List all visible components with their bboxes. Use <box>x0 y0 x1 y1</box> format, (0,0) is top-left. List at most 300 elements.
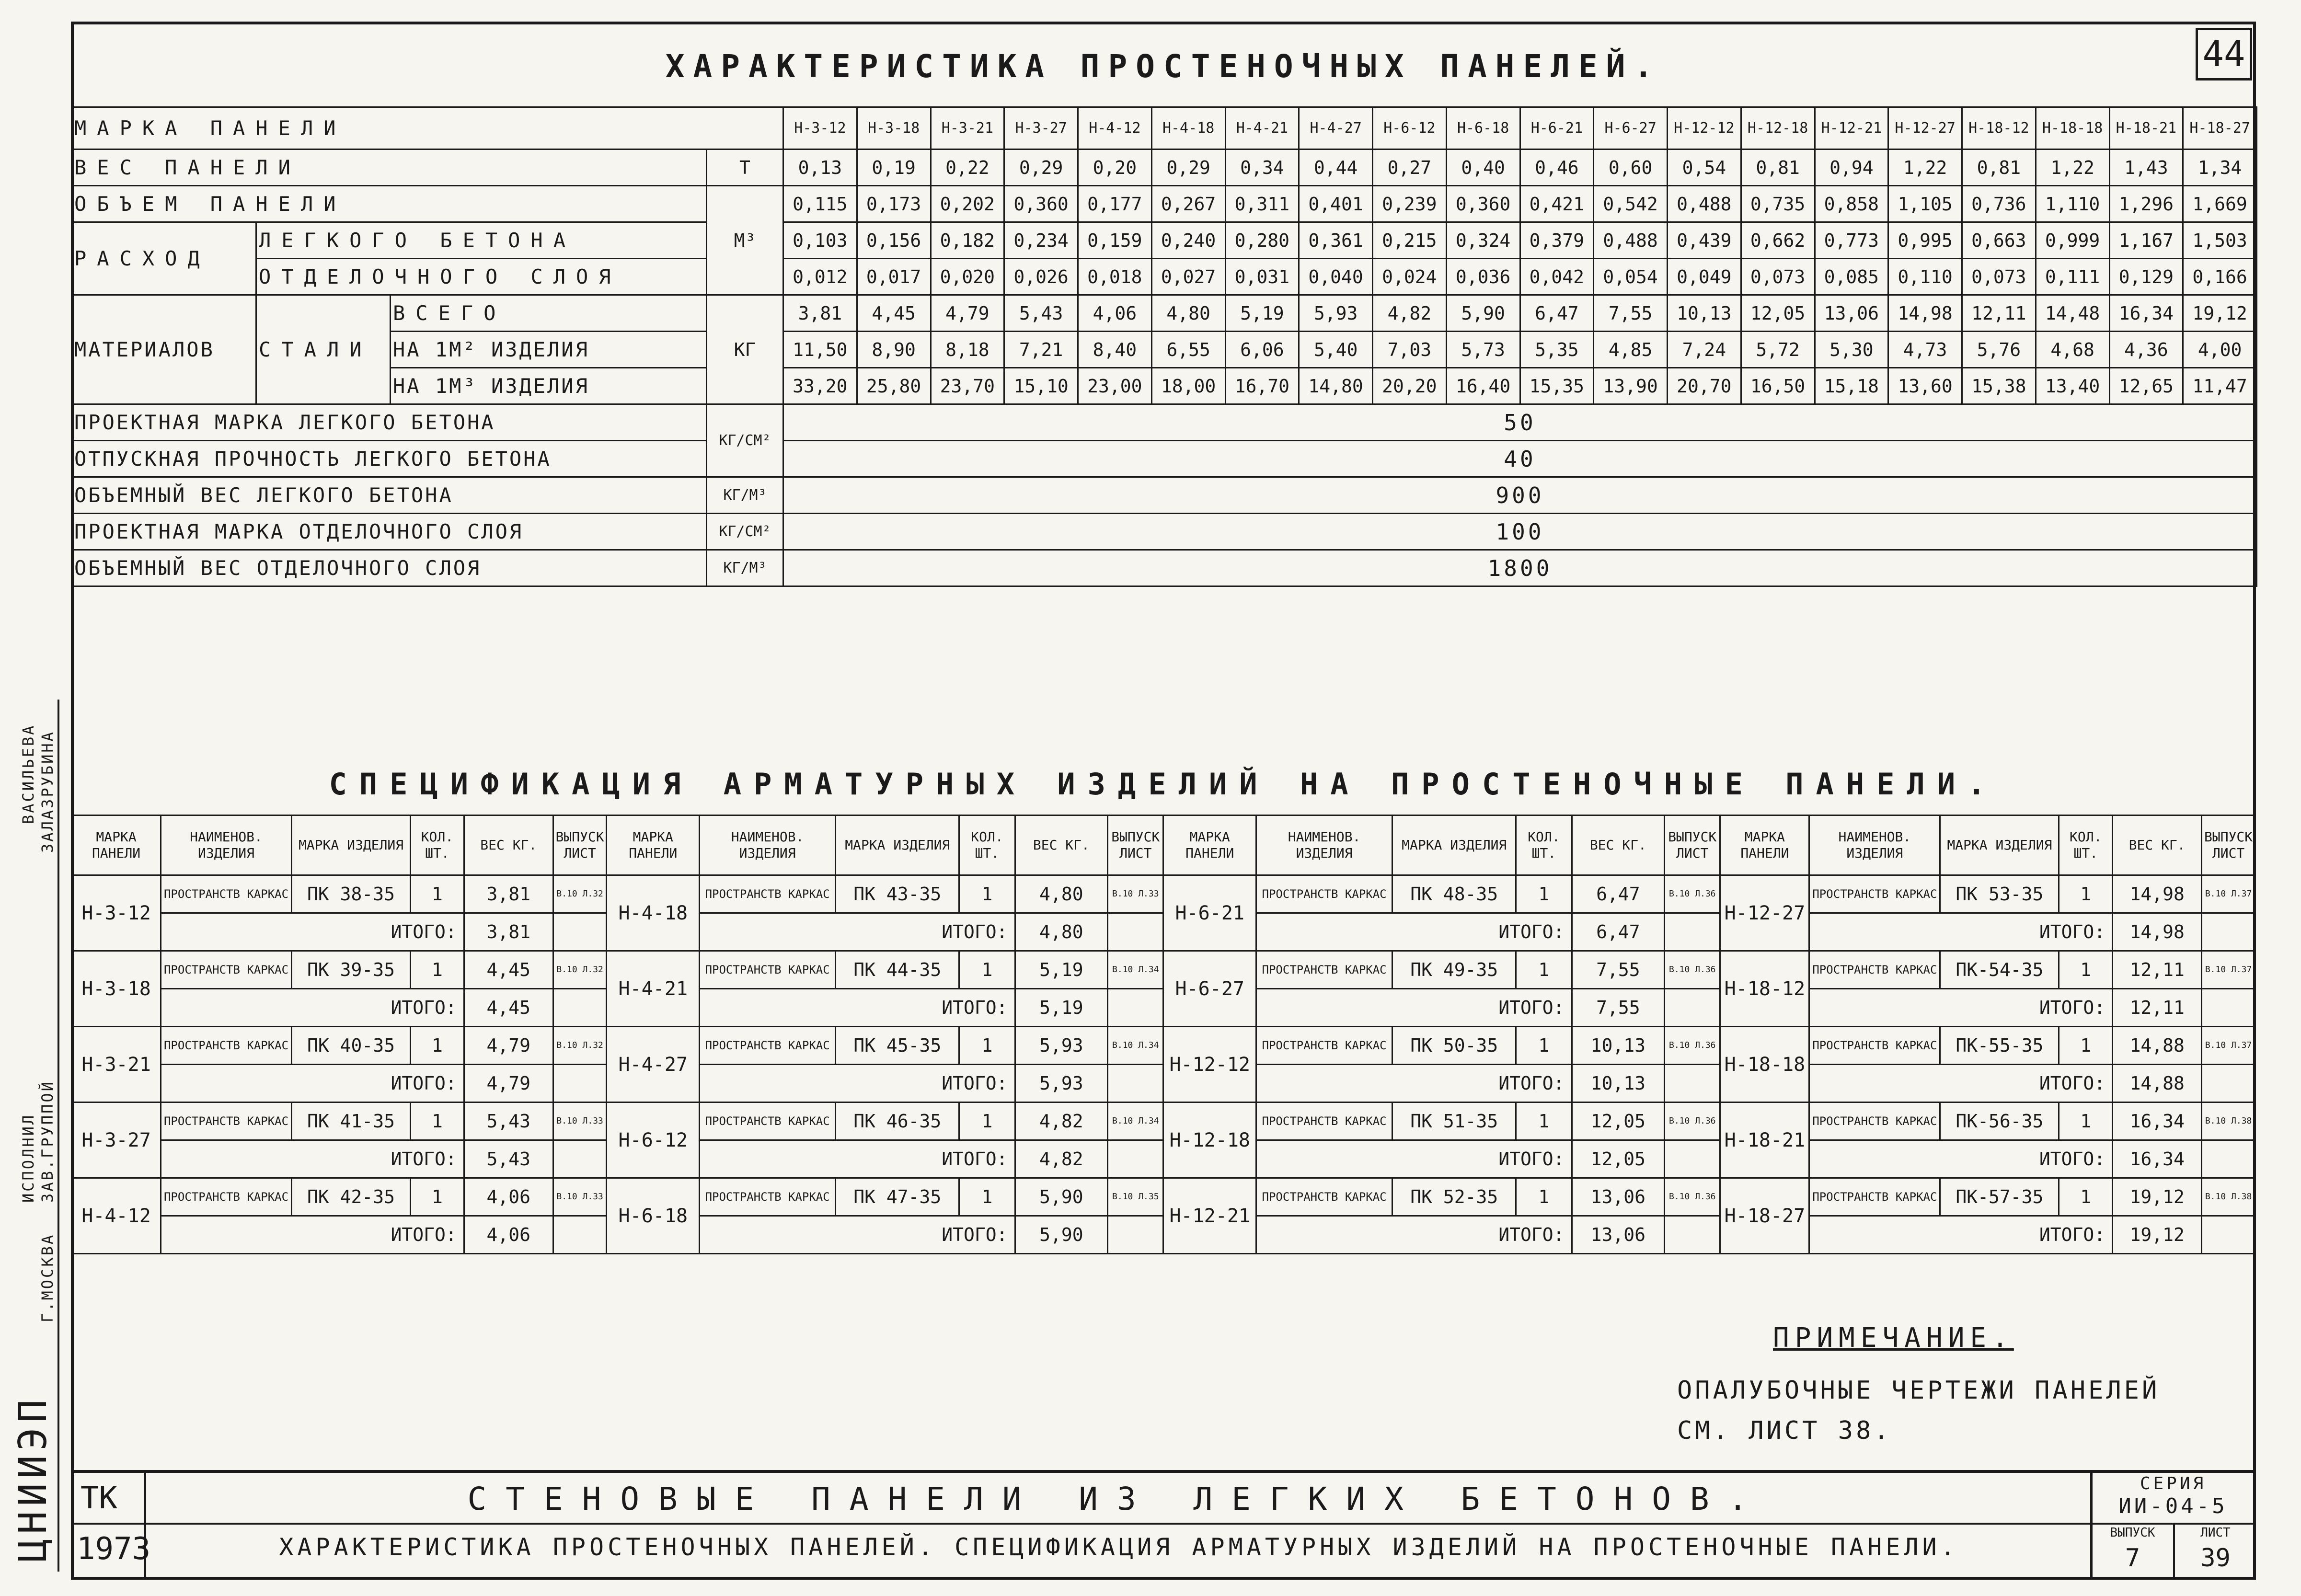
spec-item-qty: 1 <box>1516 1178 1572 1216</box>
spec-item-weight: 5,43 <box>464 1102 553 1140</box>
light-concrete-value: 0,663 <box>1962 222 2036 259</box>
stamp-year: 1973 <box>77 1531 151 1567</box>
light-concrete-value: 0,488 <box>1594 222 1668 259</box>
spec-item-weight: 4,82 <box>1015 1102 1108 1140</box>
table-row <box>72 149 2257 186</box>
weight-value: 0,46 <box>1520 149 1594 186</box>
spec-total-label: ИТОГО: <box>161 989 464 1027</box>
spec-header-cell: ВЫПУСК ЛИСТ <box>2202 815 2255 875</box>
light-concrete-value: 0,999 <box>2036 222 2109 259</box>
spec-item-weight: 4,79 <box>464 1027 553 1065</box>
weight-value: 0,34 <box>1225 149 1299 186</box>
table-row <box>72 875 2255 913</box>
spec-total-empty <box>1665 1216 1720 1254</box>
steel-per-m3-value: 13,40 <box>2036 368 2109 404</box>
spec-total-label: ИТОГО: <box>1256 913 1572 951</box>
spec-item-name: ПРОСТРАНСТВ КАРКАС <box>700 1027 836 1065</box>
spec-item-weight: 4,06 <box>464 1178 553 1216</box>
steel-per-m2-value: 7,24 <box>1668 332 1741 368</box>
steel-total-value: 5,19 <box>1225 295 1299 332</box>
spec-item-qty: 1 <box>2059 1178 2113 1216</box>
steel-total-value: 12,11 <box>1962 295 2036 332</box>
finish-layer-value: 0,110 <box>1888 259 1962 295</box>
spec-panel-mark: Н-12-18 <box>1163 1102 1256 1178</box>
spec-item-mark: ПК-57-35 <box>1940 1178 2059 1216</box>
volume-value: 0,488 <box>1668 186 1741 222</box>
panel-mark-cell: Н-3-18 <box>857 107 931 149</box>
panel-mark-cell: Н-4-27 <box>1299 107 1373 149</box>
spec-header-cell: МАРКА ПАНЕЛИ <box>1720 815 1809 875</box>
table-row <box>72 586 2257 716</box>
panel-mark-cell: Н-6-21 <box>1520 107 1594 149</box>
light-concrete-label: ЛЕГКОГО БЕТОНА <box>256 222 707 259</box>
spec-item-mark: ПК 42-35 <box>291 1178 410 1216</box>
spec-item-qty: 1 <box>959 1178 1015 1216</box>
spec-header-cell: НАИМЕНОВ. ИЗДЕЛИЯ <box>700 815 836 875</box>
finish-layer-value: 0,049 <box>1668 259 1741 295</box>
spec-item-name: ПРОСТРАНСТВ КАРКАС <box>161 951 292 989</box>
spec-total-value: 7,55 <box>1572 989 1665 1027</box>
spec-item-qty: 1 <box>2059 1027 2113 1065</box>
spec-item-sheet: В.10 Л.36 <box>1665 951 1720 989</box>
side-stamp-border <box>58 700 59 1572</box>
panel-mark-header: МАРКА ПАНЕЛИ <box>72 107 783 149</box>
finish-layer-value: 0,012 <box>783 259 857 295</box>
steel-total-value: 14,98 <box>1888 295 1962 332</box>
spec-item-name: ПРОСТРАНСТВ КАРКАС <box>700 875 836 913</box>
spec-item-weight: 5,93 <box>1015 1027 1108 1065</box>
spec-item-qty: 1 <box>1516 1102 1572 1140</box>
panel-mark-cell: Н-3-12 <box>783 107 857 149</box>
steel-total-value: 5,93 <box>1299 295 1373 332</box>
spec-total-empty <box>1665 1065 1720 1102</box>
spec-item-qty: 1 <box>411 1178 464 1216</box>
spec-item-sheet: В.10 Л.32 <box>553 875 607 913</box>
volume-value: 1,105 <box>1888 186 1962 222</box>
steel-label: СТАЛИ <box>256 295 391 404</box>
weight-value: 0,19 <box>857 149 931 186</box>
spec-item-sheet: В.10 Л.36 <box>1665 1102 1720 1140</box>
spec-header-cell: ВЕС КГ. <box>1015 815 1108 875</box>
spec-total-value: 4,82 <box>1015 1140 1108 1178</box>
steel-per-m2-value: 4,85 <box>1594 332 1668 368</box>
spec-item-qty: 1 <box>959 1102 1015 1140</box>
finish-layer-value: 0,073 <box>1741 259 1815 295</box>
property-value: 40 <box>783 441 2257 477</box>
spec-item-weight: 13,06 <box>1572 1178 1665 1216</box>
stamp-sheet-label: ЛИСТ <box>2200 1526 2231 1540</box>
spec-header-cell: КОЛ. ШТ. <box>2059 815 2113 875</box>
panel-characteristics-table <box>71 106 2257 716</box>
volume-value: 0,173 <box>857 186 931 222</box>
spec-total-label: ИТОГО: <box>700 1140 1015 1178</box>
steel-total-value: 12,05 <box>1741 295 1815 332</box>
table-row <box>72 477 2257 514</box>
spec-item-mark: ПК 41-35 <box>291 1102 410 1140</box>
spec-item-sheet: В.10 Л.33 <box>553 1102 607 1140</box>
stamp-series-value: ИИ-04-5 <box>2118 1494 2228 1518</box>
spec-header-cell: МАРКА ПАНЕЛИ <box>607 815 700 875</box>
light-concrete-value: 0,439 <box>1668 222 1741 259</box>
spec-panel-mark: Н-18-27 <box>1720 1178 1809 1254</box>
volume-value: 0,360 <box>1446 186 1520 222</box>
spec-item-weight: 4,45 <box>464 951 553 989</box>
panel-mark-cell: Н-6-18 <box>1446 107 1520 149</box>
weight-value: 0,40 <box>1446 149 1520 186</box>
steel-per-m2-value: 5,40 <box>1299 332 1373 368</box>
consumption-label: РАСХОД <box>72 222 256 295</box>
spec-item-name: ПРОСТРАНСТВ КАРКАС <box>1256 1102 1392 1140</box>
spec-total-empty <box>1665 1140 1720 1178</box>
spec-header-cell: НАИМЕНОВ. ИЗДЕЛИЯ <box>1809 815 1940 875</box>
steel-total-label: ВСЕГО <box>391 295 707 332</box>
spec-item-sheet: В.10 Л.37 <box>2202 875 2255 913</box>
stamp-sheet-value: 39 <box>2200 1544 2231 1573</box>
spec-total-label: ИТОГО: <box>161 1065 464 1102</box>
unit-kg: КГ <box>707 295 783 404</box>
side-org: ЦНИИЭП <box>11 1395 55 1562</box>
steel-per-m2-value: 4,36 <box>2109 332 2183 368</box>
panel-mark-cell: Н-12-18 <box>1741 107 1815 149</box>
spec-total-empty <box>2202 1065 2255 1102</box>
spec-total-label: ИТОГО: <box>1809 1216 2113 1254</box>
spec-total-value: 4,45 <box>464 989 553 1027</box>
spec-item-weight: 19,12 <box>2113 1178 2202 1216</box>
panel-mark-cell: Н-4-12 <box>1078 107 1152 149</box>
steel-per-m3-value: 16,40 <box>1446 368 1520 404</box>
panel-mark-cell: Н-6-27 <box>1594 107 1668 149</box>
steel-per-m3-value: 33,20 <box>783 368 857 404</box>
steel-per-m3-value: 11,47 <box>2183 368 2257 404</box>
page-number: 44 <box>2196 28 2252 80</box>
spec-total-label: ИТОГО: <box>1809 1140 2113 1178</box>
spec-panel-mark: Н-12-27 <box>1720 875 1809 951</box>
light-concrete-value: 0,324 <box>1446 222 1520 259</box>
spec-item-weight: 16,34 <box>2113 1102 2202 1140</box>
table-row <box>72 514 2257 550</box>
panel-mark-cell: Н-18-12 <box>1962 107 2036 149</box>
spec-total-empty <box>2202 1216 2255 1254</box>
weight-value: 0,20 <box>1078 149 1152 186</box>
spec-item-qty: 1 <box>411 875 464 913</box>
light-concrete-value: 0,773 <box>1815 222 1888 259</box>
steel-per-m3-value: 13,90 <box>1594 368 1668 404</box>
spec-item-sheet: В.10 Л.34 <box>1108 1027 1163 1065</box>
note-line-2: СМ. ЛИСТ 38. <box>1677 1416 1892 1445</box>
spec-item-qty: 1 <box>959 951 1015 989</box>
steel-total-value: 10,13 <box>1668 295 1741 332</box>
spec-item-name: ПРОСТРАНСТВ КАРКАС <box>161 1178 292 1216</box>
steel-per-m2-value: 5,30 <box>1815 332 1888 368</box>
finish-layer-value: 0,024 <box>1373 259 1447 295</box>
spec-item-qty: 1 <box>2059 951 2113 989</box>
spec-total-label: ИТОГО: <box>700 989 1015 1027</box>
weight-value: 0,44 <box>1299 149 1373 186</box>
finish-layer-value: 0,085 <box>1815 259 1888 295</box>
finish-layer-value: 0,073 <box>1962 259 2036 295</box>
note-line-1: ОПАЛУБОЧНЫЕ ЧЕРТЕЖИ ПАНЕЛЕЙ <box>1677 1376 2160 1405</box>
spec-total-value: 12,11 <box>2113 989 2202 1027</box>
spec-title: СПЕЦИФИКАЦИЯ АРМАТУРНЫХ ИЗДЕЛИЙ НА ПРОСТЕНОЧНЫЕ ПАНЕЛИ. <box>329 767 1998 802</box>
panel-mark-cell: Н-4-18 <box>1151 107 1225 149</box>
note-title: ПРИМЕЧАНИЕ. <box>1773 1322 2014 1354</box>
spec-item-name: ПРОСТРАНСТВ КАРКАС <box>1256 1178 1392 1216</box>
steel-total-value: 4,45 <box>857 295 931 332</box>
spec-panel-mark: Н-18-18 <box>1720 1027 1809 1102</box>
spec-total-value: 5,43 <box>464 1140 553 1178</box>
panel-mark-cell: Н-18-27 <box>2183 107 2257 149</box>
volume-value: 0,421 <box>1520 186 1594 222</box>
spec-item-weight: 4,80 <box>1015 875 1108 913</box>
weight-value: 0,60 <box>1594 149 1668 186</box>
spec-total-value: 14,98 <box>2113 913 2202 951</box>
spec-item-weight: 5,90 <box>1015 1178 1108 1216</box>
spec-item-weight: 10,13 <box>1572 1027 1665 1065</box>
weight-value: 0,81 <box>1962 149 2036 186</box>
spec-item-sheet: В.10 Л.33 <box>553 1178 607 1216</box>
spec-header-cell: ВЕС КГ. <box>464 815 553 875</box>
table-row <box>72 186 2257 222</box>
side-role-1: ИСПОЛНИЛ <box>19 1113 37 1203</box>
spec-item-name: ПРОСТРАНСТВ КАРКАС <box>161 1102 292 1140</box>
spec-panel-mark: Н-6-21 <box>1163 875 1256 951</box>
spec-panel-mark: Н-18-21 <box>1720 1102 1809 1178</box>
spec-item-name: ПРОСТРАНСТВ КАРКАС <box>161 1027 292 1065</box>
spec-item-weight: 12,11 <box>2113 951 2202 989</box>
table-row <box>72 1178 2255 1216</box>
spec-total-value: 5,19 <box>1015 989 1108 1027</box>
steel-total-value: 5,90 <box>1446 295 1520 332</box>
steel-per-m3-value: 13,60 <box>1888 368 1962 404</box>
spec-item-sheet: В.10 Л.33 <box>1108 875 1163 913</box>
table-row <box>72 222 2257 259</box>
spec-total-empty <box>2202 1140 2255 1178</box>
spec-total-value: 10,13 <box>1572 1065 1665 1102</box>
weight-value: 1,43 <box>2109 149 2183 186</box>
volume-value: 0,542 <box>1594 186 1668 222</box>
light-concrete-value: 0,280 <box>1225 222 1299 259</box>
steel-total-value: 19,12 <box>2183 295 2257 332</box>
spec-item-sheet: В.10 Л.36 <box>1665 875 1720 913</box>
spec-total-empty <box>1108 989 1163 1027</box>
table-header-row <box>72 815 2255 875</box>
property-label: ПРОЕКТНАЯ МАРКА ОТДЕЛОЧНОГО СЛОЯ <box>72 514 707 550</box>
spec-item-name: ПРОСТРАНСТВ КАРКАС <box>1809 951 1940 989</box>
steel-total-value: 4,82 <box>1373 295 1447 332</box>
steel-per-m3-value: 12,65 <box>2109 368 2183 404</box>
finish-layer-value: 0,054 <box>1594 259 1668 295</box>
stamp-main-title: СТЕНОВЫЕ ПАНЕЛИ ИЗ ЛЕГКИХ БЕТОНОВ. <box>467 1481 1767 1517</box>
steel-per-m2-label: НА 1М² ИЗДЕЛИЯ <box>391 332 707 368</box>
spec-item-sheet: В.10 Л.35 <box>1108 1178 1163 1216</box>
spec-item-mark: ПК 43-35 <box>836 875 959 913</box>
finish-layer-value: 0,129 <box>2109 259 2183 295</box>
steel-total-value: 6,47 <box>1520 295 1594 332</box>
stamp-code: ТК <box>81 1481 118 1516</box>
title-block-divider <box>71 1523 2256 1525</box>
spec-panel-mark: Н-6-27 <box>1163 951 1256 1027</box>
steel-total-value: 7,55 <box>1594 295 1668 332</box>
panel-mark-cell: Н-3-27 <box>1004 107 1078 149</box>
side-stamp <box>5 700 66 1572</box>
spec-item-qty: 1 <box>2059 1102 2113 1140</box>
light-concrete-value: 0,234 <box>1004 222 1078 259</box>
light-concrete-value: 0,159 <box>1078 222 1152 259</box>
spec-item-qty: 1 <box>2059 875 2113 913</box>
spec-panel-mark: Н-3-18 <box>72 951 161 1027</box>
panel-mark-cell: Н-12-27 <box>1888 107 1962 149</box>
spec-item-sheet: В.10 Л.38 <box>2202 1102 2255 1140</box>
spec-item-name: ПРОСТРАНСТВ КАРКАС <box>700 1178 836 1216</box>
spec-item-qty: 1 <box>1516 1027 1572 1065</box>
spec-panel-mark: Н-6-18 <box>607 1178 700 1254</box>
property-unit: КГ/СМ² <box>707 514 783 550</box>
steel-total-value: 4,06 <box>1078 295 1152 332</box>
spec-total-label: ИТОГО: <box>1809 1065 2113 1102</box>
spec-item-sheet: В.10 Л.38 <box>2202 1178 2255 1216</box>
panel-mark-cell: Н-18-18 <box>2036 107 2109 149</box>
spec-panel-mark: Н-12-21 <box>1163 1178 1256 1254</box>
spec-item-name: ПРОСТРАНСТВ КАРКАС <box>1809 1027 1940 1065</box>
spec-item-qty: 1 <box>411 951 464 989</box>
spec-item-name: ПРОСТРАНСТВ КАРКАС <box>700 951 836 989</box>
property-unit: КГ/М³ <box>707 550 783 586</box>
steel-per-m3-value: 15,35 <box>1520 368 1594 404</box>
side-role-2: ЗАВ.ГРУППОЙ <box>38 1080 57 1203</box>
weight-value: 0,22 <box>931 149 1004 186</box>
light-concrete-value: 0,995 <box>1888 222 1962 259</box>
spec-total-empty <box>2202 913 2255 951</box>
spec-item-qty: 1 <box>959 875 1015 913</box>
spec-item-mark: ПК-56-35 <box>1940 1102 2059 1140</box>
steel-per-m3-value: 15,18 <box>1815 368 1888 404</box>
spec-total-value: 13,06 <box>1572 1216 1665 1254</box>
spec-item-qty: 1 <box>1516 951 1572 989</box>
spec-header-cell: ВЕС КГ. <box>2113 815 2202 875</box>
specification-table <box>71 815 2256 1254</box>
spec-total-empty <box>1665 989 1720 1027</box>
volume-value: 1,110 <box>2036 186 2109 222</box>
spec-header-cell: КОЛ. ШТ. <box>411 815 464 875</box>
spec-total-label: ИТОГО: <box>700 1065 1015 1102</box>
weight-value: 0,94 <box>1815 149 1888 186</box>
spec-header-cell: МАРКА ИЗДЕЛИЯ <box>1940 815 2059 875</box>
volume-label: ОБЪЕМ ПАНЕЛИ <box>72 186 707 222</box>
spec-item-weight: 6,47 <box>1572 875 1665 913</box>
spec-total-label: ИТОГО: <box>700 913 1015 951</box>
panel-mark-cell: Н-6-12 <box>1373 107 1447 149</box>
volume-value: 0,267 <box>1151 186 1225 222</box>
spec-header-cell: МАРКА ИЗДЕЛИЯ <box>1392 815 1516 875</box>
spec-item-name: ПРОСТРАНСТВ КАРКАС <box>1809 875 1940 913</box>
spec-item-qty: 1 <box>411 1102 464 1140</box>
spec-panel-mark: Н-4-18 <box>607 875 700 951</box>
steel-per-m2-value: 8,40 <box>1078 332 1152 368</box>
spec-panel-mark: Н-12-12 <box>1163 1027 1256 1102</box>
steel-per-m2-value: 8,90 <box>857 332 931 368</box>
steel-per-m2-value: 11,50 <box>783 332 857 368</box>
stamp-issue-label: ВЫПУСК <box>2110 1526 2155 1540</box>
spec-panel-mark: Н-3-21 <box>72 1027 161 1102</box>
spec-total-empty <box>2202 989 2255 1027</box>
spec-total-value: 4,06 <box>464 1216 553 1254</box>
property-label: ОБЪЕМНЫЙ ВЕС ЛЕГКОГО БЕТОНА <box>72 477 707 514</box>
blank-area <box>72 586 2257 716</box>
table-row <box>72 404 2257 441</box>
spec-item-name: ПРОСТРАНСТВ КАРКАС <box>700 1102 836 1140</box>
spec-panel-mark: Н-4-12 <box>72 1178 161 1254</box>
spec-total-empty <box>553 1216 607 1254</box>
spec-total-value: 4,79 <box>464 1065 553 1102</box>
spec-total-label: ИТОГО: <box>1256 989 1572 1027</box>
note-text <box>1677 1370 2243 1451</box>
spec-item-sheet: В.10 Л.34 <box>1108 951 1163 989</box>
steel-per-m3-value: 23,70 <box>931 368 1004 404</box>
weight-unit: Т <box>707 149 783 186</box>
spec-item-weight: 14,98 <box>2113 875 2202 913</box>
spec-item-name: ПРОСТРАНСТВ КАРКАС <box>161 875 292 913</box>
table-row <box>72 441 2257 477</box>
light-concrete-value: 0,215 <box>1373 222 1447 259</box>
spec-header-cell: ВЫПУСК ЛИСТ <box>1665 815 1720 875</box>
volume-value: 0,735 <box>1741 186 1815 222</box>
spec-item-mark: ПК 52-35 <box>1392 1178 1516 1216</box>
spec-item-mark: ПК 38-35 <box>291 875 410 913</box>
volume-value: 0,177 <box>1078 186 1152 222</box>
volume-value: 0,239 <box>1373 186 1447 222</box>
property-label: ОБЪЕМНЫЙ ВЕС ОТДЕЛОЧНОГО СЛОЯ <box>72 550 707 586</box>
spec-item-sheet: В.10 Л.34 <box>1108 1102 1163 1140</box>
spec-total-value: 5,93 <box>1015 1065 1108 1102</box>
spec-item-weight: 12,05 <box>1572 1102 1665 1140</box>
spec-total-value: 5,90 <box>1015 1216 1108 1254</box>
spec-total-empty <box>1108 1140 1163 1178</box>
property-value: 900 <box>783 477 2257 514</box>
spec-item-mark: ПК 48-35 <box>1392 875 1516 913</box>
steel-per-m2-value: 4,68 <box>2036 332 2109 368</box>
light-concrete-value: 0,182 <box>931 222 1004 259</box>
side-name-2: ЗАЛАЗРУБИНА <box>38 730 57 853</box>
spec-panel-mark: Н-4-21 <box>607 951 700 1027</box>
finish-layer-label: ОТДЕЛОЧНОГО СЛОЯ <box>256 259 707 295</box>
spec-item-sheet: В.10 Л.32 <box>553 1027 607 1065</box>
weight-label: ВЕС ПАНЕЛИ <box>72 149 707 186</box>
finish-layer-value: 0,020 <box>931 259 1004 295</box>
spec-item-sheet: В.10 Л.36 <box>1665 1178 1720 1216</box>
volume-value: 1,669 <box>2183 186 2257 222</box>
spec-item-name: ПРОСТРАНСТВ КАРКАС <box>1256 875 1392 913</box>
light-concrete-value: 0,361 <box>1299 222 1373 259</box>
spec-total-empty <box>1108 1216 1163 1254</box>
finish-layer-value: 0,018 <box>1078 259 1152 295</box>
finish-layer-value: 0,166 <box>2183 259 2257 295</box>
finish-layer-value: 0,042 <box>1520 259 1594 295</box>
steel-per-m3-value: 18,00 <box>1151 368 1225 404</box>
steel-per-m3-value: 15,38 <box>1962 368 2036 404</box>
spec-item-mark: ПК 45-35 <box>836 1027 959 1065</box>
volume-value: 0,858 <box>1815 186 1888 222</box>
spec-item-qty: 1 <box>411 1027 464 1065</box>
side-name-1: ВАСИЛЬЕВА <box>19 723 37 824</box>
finish-layer-value: 0,111 <box>2036 259 2109 295</box>
spec-total-label: ИТОГО: <box>1256 1065 1572 1102</box>
spec-item-name: ПРОСТРАНСТВ КАРКАС <box>1809 1178 1940 1216</box>
spec-item-sheet: В.10 Л.36 <box>1665 1027 1720 1065</box>
spec-total-empty <box>1108 1065 1163 1102</box>
table-row <box>72 951 2255 989</box>
table-row <box>72 332 2257 368</box>
spec-panel-mark: Н-6-12 <box>607 1102 700 1178</box>
